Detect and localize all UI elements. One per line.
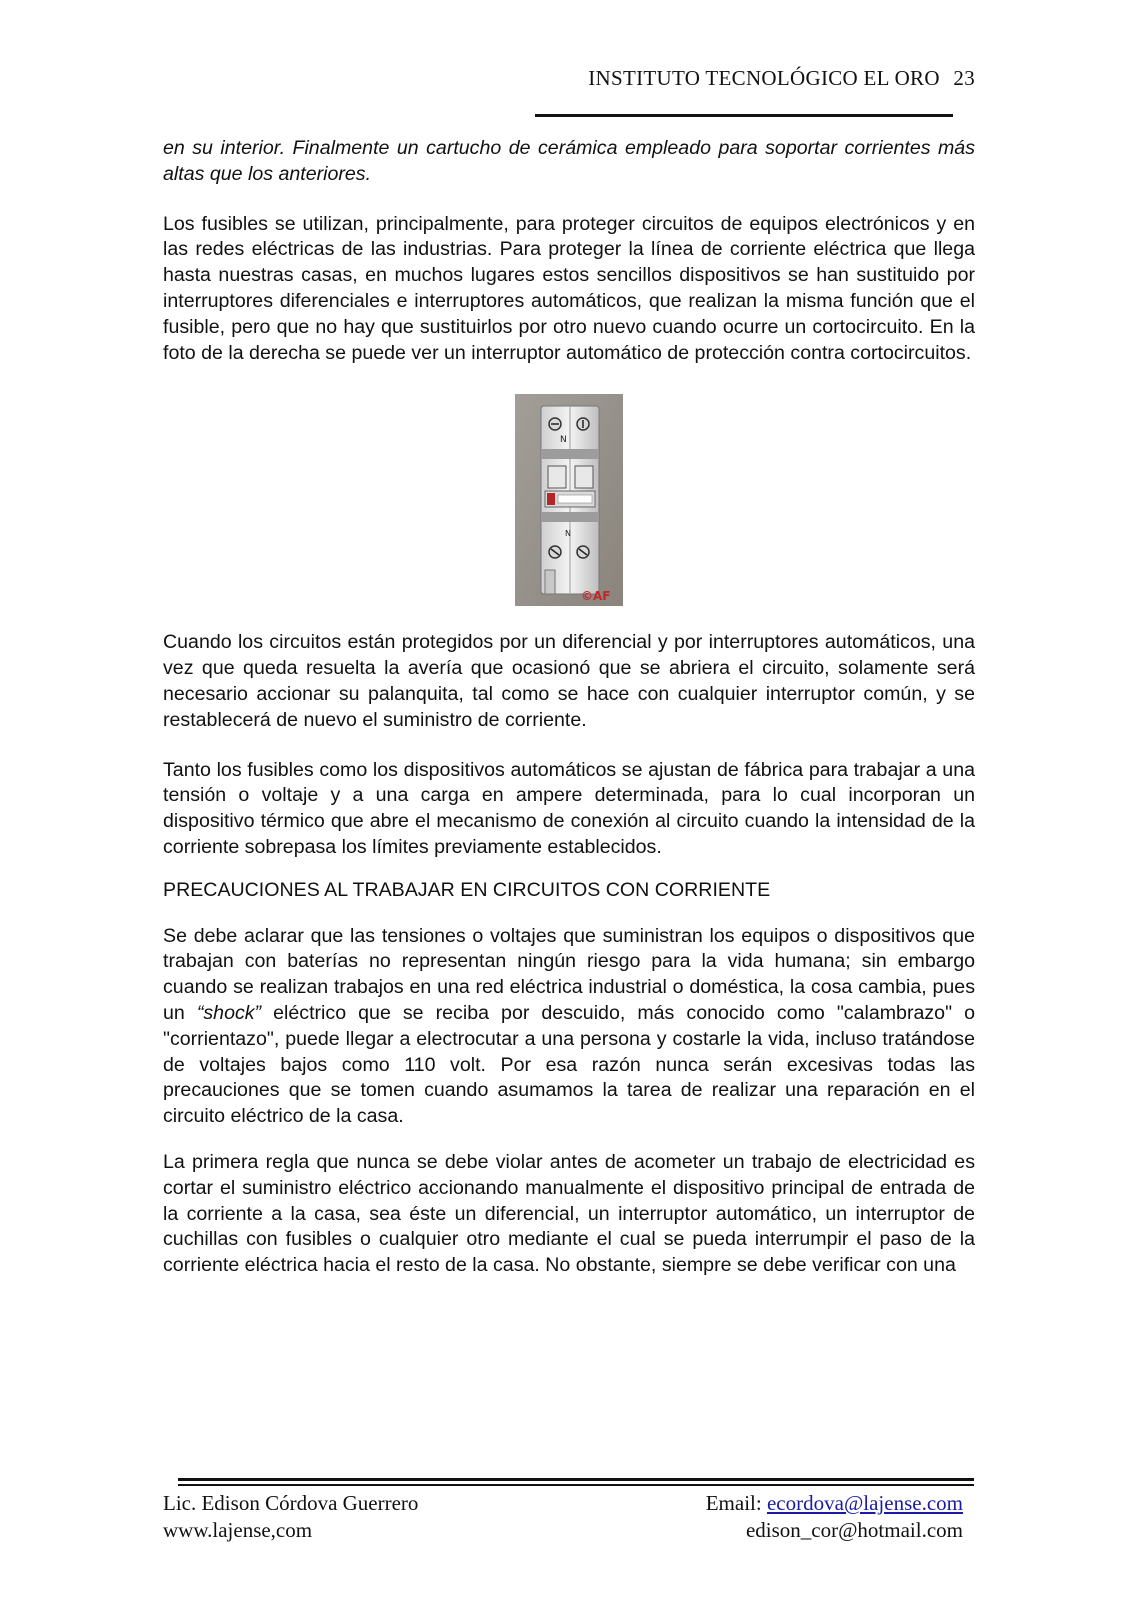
footer-email-secondary: edison_cor@hotmail.com (745, 1518, 963, 1542)
terminal-label-top: N (560, 435, 567, 446)
paragraph-voltages-part2: eléctrico que se reciba por descuido, más conocido como "calambrazo" o "corrientazo", puede llegar a electrocutar a una persona y costarle la vida, incluso tratándose de voltajes bajos como 110 volt. Por esa razón nunca serán excesivas todas las precauciones que se tomen cuando asumamos la tarea de realizar una reparación en el circuito eléctrico de la casa. (163, 1001, 975, 1128)
footer-email-link[interactable]: ecordova@lajense.com (766, 1491, 963, 1515)
circuit-breaker-photo (515, 394, 623, 606)
paragraph-voltages-shock: “shock” (196, 1001, 262, 1024)
footer-email-label: Email: (705, 1491, 762, 1515)
paragraph-continuation: en su interior. Finalmente un cartucho de cerámica empleado para soportar corrientes más altas que los anteriores. (163, 137, 975, 185)
header-rule (535, 114, 953, 117)
photo-watermark: ©AF (581, 589, 611, 604)
terminal-label-bottom: N (565, 529, 571, 539)
footer-right (706, 1490, 963, 1544)
paragraph-voltages (163, 924, 975, 1130)
paragraph-fusibles-usage: Los fusibles se utilizan, principalmente, para proteger circuitos de equipos electrónicos y en las redes eléctricas de las industrias. Para proteger la línea de corriente eléctrica que llega hasta nuestras casas, en muchos lugares estos sencillos dispositivos se han sustituido por interruptores diferenciales e interruptores automáticos, que realizan la misma función que el fusible, pero que no hay que sustituirlos por otro nuevo cuando ocurre un cortocircuito. En la foto de la derecha se puede ver un interruptor automático de protección contra cortocircuitos. (163, 212, 975, 364)
footer-website: www.lajense,com (163, 1518, 313, 1542)
footer-rule-bottom (178, 1484, 974, 1486)
page-number: 23 (953, 66, 975, 90)
paragraph-factory-settings: Tanto los fusibles como los dispositivos automáticos se ajustan de fábrica para trabajar a una tensión o voltaje y a una carga en ampere determinada, para lo cual incorporan un dispositivo térmico que abre el mecanismo de conexión al circuito cuando la intensidad de la corriente sobrepasa los límites previamente establecidos. (163, 758, 975, 858)
page-header (520, 66, 975, 91)
section-heading: PRECAUCIONES AL TRABAJAR EN CIRCUITOS CON CORRIENTE (163, 878, 771, 901)
paragraph-voltages-part1: Se debe aclarar que las tensiones o voltajes que suministran los equipos o dispositivos que trabajan con baterías no representan ningún riesgo para la vida humana; sin embargo cuando se realizan trabajos en una red eléctrica industrial o doméstica, la cosa cambia, pues un (163, 924, 975, 1024)
footer-author: Lic. Edison Córdova Guerrero (163, 1491, 419, 1515)
footer-left (163, 1490, 418, 1544)
header-title: INSTITUTO TECNOLÓGICO EL ORO (588, 66, 940, 90)
document-body (163, 136, 975, 1279)
footer-rule-top (178, 1478, 974, 1481)
paragraph-first-rule: La primera regla que nunca se debe violar antes de acometer un trabajo de electricidad es cortar el suministro eléctrico accionando manualmente el dispositivo principal de entrada de la corriente a la casa, sea éste un diferencial, un interruptor automático, un interruptor de cuchillas con fusibles o cualquier otro mediante el cual se pueda interrumpir el paso de la corriente eléctrica hacia el resto de la casa. No obstante, siempre se debe verificar con una (163, 1150, 975, 1277)
paragraph-differential: Cuando los circuitos están protegidos por un diferencial y por interruptores automáticos, una vez que queda resuelta la avería que ocasionó que se abriera el circuito, solamente será necesario accionar su palanquita, tal como se hace con cualquier interruptor común, y se restablecerá de nuevo el suministro de corriente. (163, 631, 975, 731)
circuit-breaker-illustration (515, 394, 623, 606)
